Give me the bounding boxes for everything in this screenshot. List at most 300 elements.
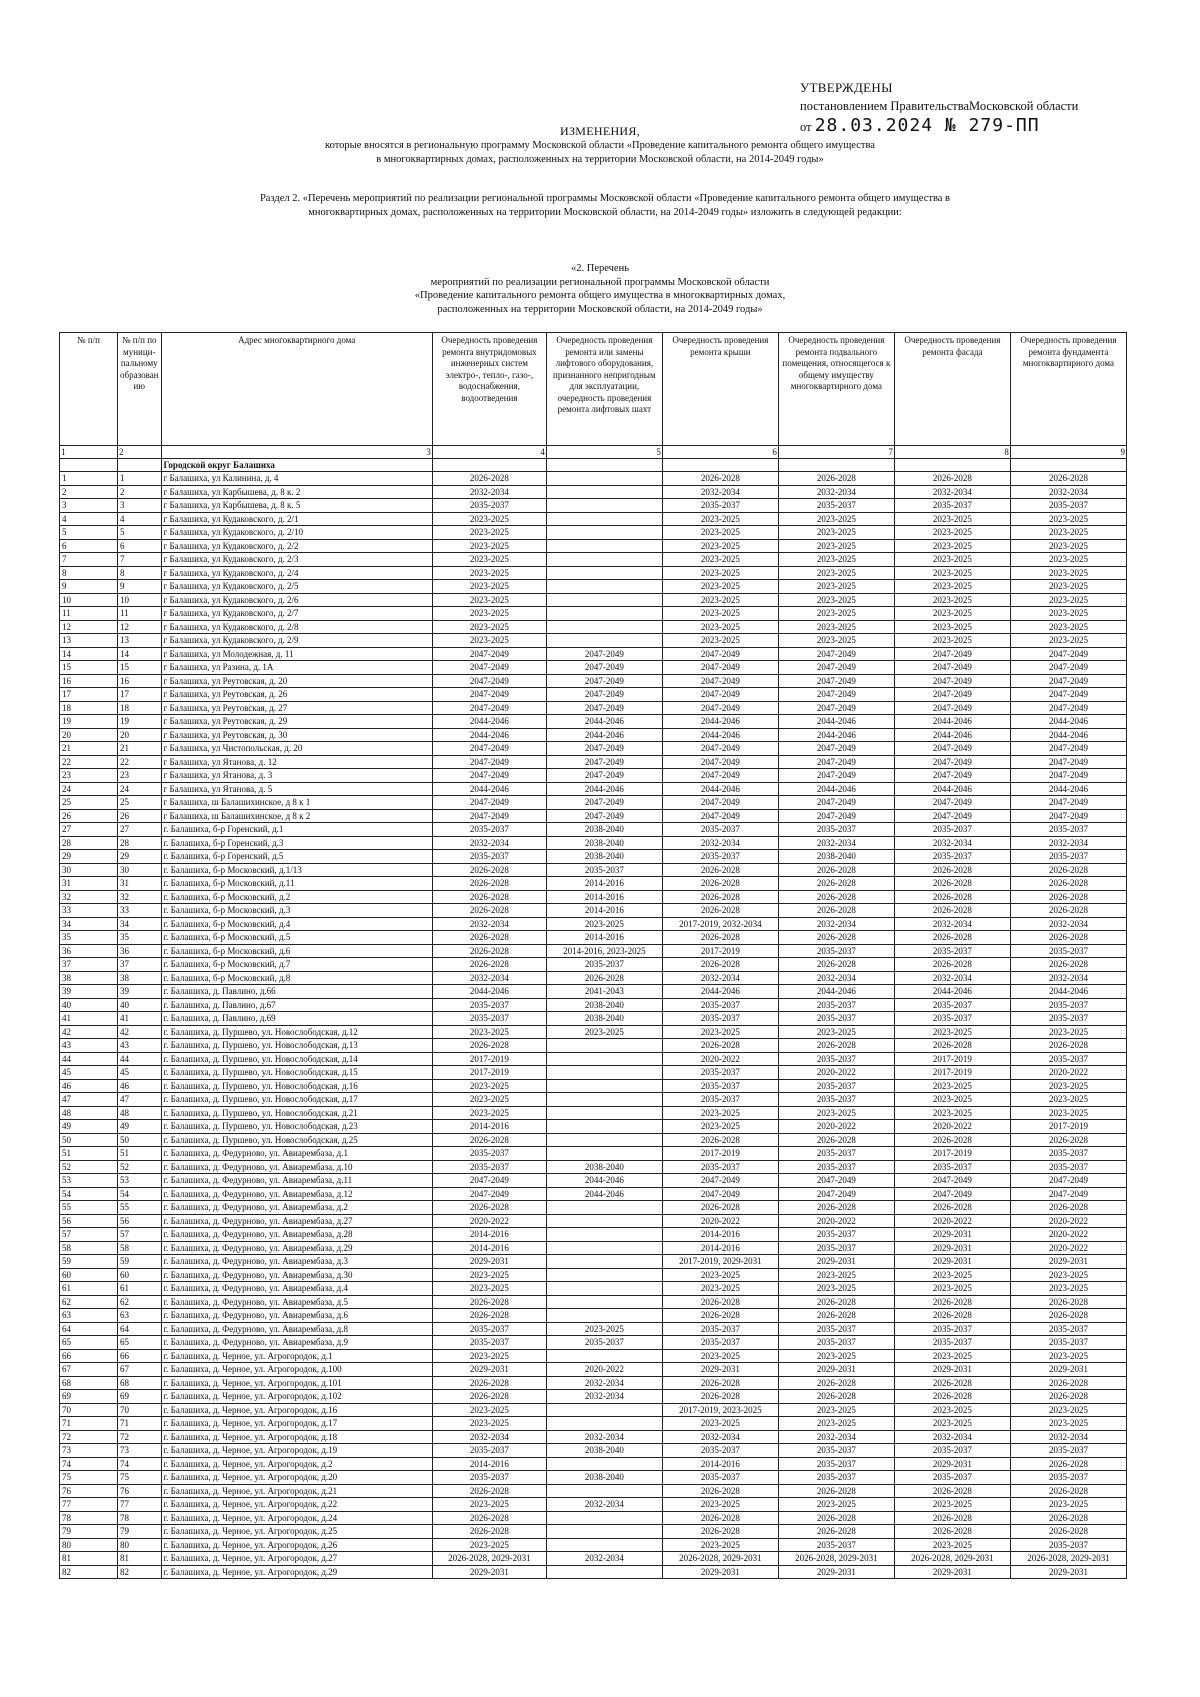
row-number: 31: [60, 877, 118, 891]
municipal-row-number: 54: [118, 1187, 162, 1201]
foundation-repair-cell: 2047-2049: [1010, 742, 1126, 756]
row-number: 26: [60, 809, 118, 823]
basement-repair-cell: 2047-2049: [778, 1174, 894, 1188]
elevator-repair-cell: [546, 1255, 662, 1269]
foundation-repair-cell: 2020-2022: [1010, 1066, 1126, 1080]
roof-repair-cell: 2023-2025: [662, 1349, 778, 1363]
basement-repair-cell: 2035-2037: [778, 998, 894, 1012]
row-number: 56: [60, 1214, 118, 1228]
municipal-row-number: 45: [118, 1066, 162, 1080]
foundation-repair-cell: 2026-2028: [1010, 1390, 1126, 1404]
foundation-repair-cell: 2047-2049: [1010, 674, 1126, 688]
elevator-repair-cell: [546, 1457, 662, 1471]
table-row: [60, 782, 1127, 796]
utilities-repair-cell: 2035-2037: [432, 499, 546, 513]
facade-repair-cell: 2035-2037: [894, 944, 1010, 958]
facade-repair-cell: 2023-2025: [894, 1498, 1010, 1512]
foundation-repair-cell: 2035-2037: [1010, 1160, 1126, 1174]
elevator-repair-cell: [546, 1417, 662, 1431]
list-heading-line-4: расположенных на территории Московской области, на 2014-2049 годы»: [437, 303, 763, 315]
municipal-row-number: 40: [118, 998, 162, 1012]
utilities-repair-cell: 2014-2016: [432, 1241, 546, 1255]
basement-repair-cell: 2047-2049: [778, 769, 894, 783]
municipal-row-number: 64: [118, 1322, 162, 1336]
foundation-repair-cell: 2029-2031: [1010, 1363, 1126, 1377]
foundation-repair-cell: 2035-2037: [1010, 1012, 1126, 1026]
facade-repair-cell: 2032-2034: [894, 917, 1010, 931]
elevator-repair-cell: 2032-2034: [546, 1430, 662, 1444]
roof-repair-cell: 2035-2037: [662, 1012, 778, 1026]
row-number: 22: [60, 755, 118, 769]
elevator-repair-cell: 2026-2028: [546, 971, 662, 985]
foundation-repair-cell: 2035-2037: [1010, 1336, 1126, 1350]
table-row: [60, 1349, 1127, 1363]
utilities-repair-cell: 2044-2046: [432, 728, 546, 742]
municipal-row-number: 58: [118, 1241, 162, 1255]
elevator-repair-cell: 2047-2049: [546, 661, 662, 675]
utilities-repair-cell: 2047-2049: [432, 1174, 546, 1188]
row-number: 53: [60, 1174, 118, 1188]
utilities-repair-cell: 2047-2049: [432, 742, 546, 756]
utilities-repair-cell: 2023-2025: [432, 1268, 546, 1282]
facade-repair-cell: 2044-2046: [894, 715, 1010, 729]
foundation-repair-cell: 2047-2049: [1010, 1187, 1126, 1201]
address-cell: г Балашиха, ул Ятанова, д. 5: [161, 782, 432, 796]
address-cell: г. Балашиха, д. Черное, ул. Агрогородок, д.25: [161, 1525, 432, 1539]
column-number: 6: [662, 446, 778, 459]
table-row: [60, 512, 1127, 526]
utilities-repair-cell: 2047-2049: [432, 755, 546, 769]
municipal-row-number: 55: [118, 1201, 162, 1215]
basement-repair-cell: 2047-2049: [778, 661, 894, 675]
roof-repair-cell: 2032-2034: [662, 971, 778, 985]
facade-repair-cell: 2023-2025: [894, 512, 1010, 526]
facade-repair-cell: 2023-2025: [894, 634, 1010, 648]
foundation-repair-cell: 2026-2028: [1010, 1511, 1126, 1525]
address-cell: г. Балашиха, б-р Горенский, д.5: [161, 850, 432, 864]
address-cell: г. Балашиха, б-р Московский, д.8: [161, 971, 432, 985]
utilities-repair-cell: 2026-2028: [432, 472, 546, 486]
utilities-repair-cell: 2035-2037: [432, 1012, 546, 1026]
foundation-repair-cell: 2023-2025: [1010, 1079, 1126, 1093]
address-cell: г. Балашиха, д. Черное, ул. Агрогородок, д.17: [161, 1417, 432, 1431]
foundation-repair-cell: 2047-2049: [1010, 769, 1126, 783]
municipal-row-number: 23: [118, 769, 162, 783]
roof-repair-cell: 2017-2019: [662, 1147, 778, 1161]
roof-repair-cell: 2023-2025: [662, 620, 778, 634]
basement-repair-cell: 2023-2025: [778, 512, 894, 526]
municipal-row-number: 76: [118, 1484, 162, 1498]
utilities-repair-cell: 2023-2025: [432, 620, 546, 634]
foundation-repair-cell: 2023-2025: [1010, 620, 1126, 634]
roof-repair-cell: 2023-2025: [662, 580, 778, 594]
roof-repair-cell: 2035-2037: [662, 499, 778, 513]
elevator-repair-cell: [546, 607, 662, 621]
header-cell: Очередность проведения ремонта крыши: [662, 333, 778, 446]
address-cell: г. Балашиха, д. Федурново, ул. Авиарембаза, д.4: [161, 1282, 432, 1296]
address-cell: г Балашиха, ул Ятанова, д. 12: [161, 755, 432, 769]
basement-repair-cell: 2023-2025: [778, 539, 894, 553]
elevator-repair-cell: [546, 1201, 662, 1215]
facade-repair-cell: 2032-2034: [894, 1430, 1010, 1444]
table-row: [60, 1201, 1127, 1215]
roof-repair-cell: 2047-2049: [662, 809, 778, 823]
facade-repair-cell: 2026-2028: [894, 1039, 1010, 1053]
row-number: 18: [60, 701, 118, 715]
roof-repair-cell: 2047-2049: [662, 742, 778, 756]
basement-repair-cell: 2032-2034: [778, 971, 894, 985]
roof-repair-cell: 2017-2019: [662, 944, 778, 958]
elevator-repair-cell: 2047-2049: [546, 674, 662, 688]
foundation-repair-cell: 2023-2025: [1010, 1093, 1126, 1107]
roof-repair-cell: 2026-2028: [662, 1484, 778, 1498]
roof-repair-cell: 2035-2037: [662, 998, 778, 1012]
municipal-row-number: 61: [118, 1282, 162, 1296]
facade-repair-cell: 2047-2049: [894, 1187, 1010, 1201]
municipal-row-number: 10: [118, 593, 162, 607]
municipal-row-number: 53: [118, 1174, 162, 1188]
table-row: [60, 1214, 1127, 1228]
table-row: [60, 1120, 1127, 1134]
municipal-row-number: 11: [118, 607, 162, 621]
municipal-row-number: 41: [118, 1012, 162, 1026]
utilities-repair-cell: 2023-2025: [432, 1106, 546, 1120]
header-cell: Очередность проведения ремонта подвального помещения, относящегося к общему имуществу многоквартирного дома: [778, 333, 894, 446]
elevator-repair-cell: [546, 1079, 662, 1093]
row-number: 61: [60, 1282, 118, 1296]
facade-repair-cell: 2035-2037: [894, 1471, 1010, 1485]
roof-repair-cell: 2023-2025: [662, 553, 778, 567]
address-cell: г. Балашиха, б-р Московский, д.2: [161, 890, 432, 904]
elevator-repair-cell: 2032-2034: [546, 1498, 662, 1512]
roof-repair-cell: 2035-2037: [662, 1471, 778, 1485]
table-row: [60, 931, 1127, 945]
row-number: 49: [60, 1120, 118, 1134]
elevator-repair-cell: 2032-2034: [546, 1376, 662, 1390]
foundation-repair-cell: 2026-2028: [1010, 890, 1126, 904]
table-row: [60, 742, 1127, 756]
facade-repair-cell: 2047-2049: [894, 755, 1010, 769]
table-row: [60, 1106, 1127, 1120]
elevator-repair-cell: 2047-2049: [546, 688, 662, 702]
basement-repair-cell: 2029-2031: [778, 1565, 894, 1579]
municipal-row-number: 13: [118, 634, 162, 648]
elevator-repair-cell: 2047-2049: [546, 796, 662, 810]
address-cell: г. Балашиха, б-р Московский, д.6: [161, 944, 432, 958]
facade-repair-cell: 2023-2025: [894, 553, 1010, 567]
basement-repair-cell: 2047-2049: [778, 647, 894, 661]
roof-repair-cell: 2023-2025: [662, 1498, 778, 1512]
facade-repair-cell: 2032-2034: [894, 836, 1010, 850]
utilities-repair-cell: 2035-2037: [432, 850, 546, 864]
foundation-repair-cell: 2020-2022: [1010, 1214, 1126, 1228]
roof-repair-cell: 2032-2034: [662, 1430, 778, 1444]
column-number: 7: [778, 446, 894, 459]
address-cell: г Балашиха, ул Реутовская, д. 29: [161, 715, 432, 729]
utilities-repair-cell: 2047-2049: [432, 809, 546, 823]
row-number: 6: [60, 539, 118, 553]
municipal-row-number: 67: [118, 1363, 162, 1377]
basement-repair-cell: 2047-2049: [778, 796, 894, 810]
foundation-repair-cell: 2023-2025: [1010, 1498, 1126, 1512]
header-cell: Очередность проведения ремонта или замены лифтового оборудования, признанного непригодным для эксплуатации, очередность проведения ремонта лифтовых шахт: [546, 333, 662, 446]
municipal-row-number: 22: [118, 755, 162, 769]
utilities-repair-cell: 2023-2025: [432, 593, 546, 607]
utilities-repair-cell: 2023-2025: [432, 1538, 546, 1552]
municipal-row-number: 82: [118, 1565, 162, 1579]
column-number: 1: [60, 446, 118, 459]
address-cell: г Балашиха, ш Балашихинское, д 8 к 2: [161, 809, 432, 823]
basement-repair-cell: 2023-2025: [778, 566, 894, 580]
row-number: 71: [60, 1417, 118, 1431]
row-number: 13: [60, 634, 118, 648]
address-cell: г Балашиха, ул Чистопольская, д. 20: [161, 742, 432, 756]
address-cell: г Балашиха, ул Кудаковского, д. 2/3: [161, 553, 432, 567]
municipal-row-number: 5: [118, 526, 162, 540]
table-row: [60, 1133, 1127, 1147]
municipal-row-number: 72: [118, 1430, 162, 1444]
row-number: 59: [60, 1255, 118, 1269]
utilities-repair-cell: 2023-2025: [432, 1403, 546, 1417]
row-number: 52: [60, 1160, 118, 1174]
municipal-row-number: 80: [118, 1538, 162, 1552]
table-row: [60, 1174, 1127, 1188]
elevator-repair-cell: [546, 580, 662, 594]
utilities-repair-cell: 2020-2022: [432, 1214, 546, 1228]
facade-repair-cell: 2026-2028: [894, 1511, 1010, 1525]
roof-repair-cell: 2023-2025: [662, 566, 778, 580]
utilities-repair-cell: 2032-2034: [432, 836, 546, 850]
foundation-repair-cell: 2047-2049: [1010, 661, 1126, 675]
elevator-repair-cell: 2047-2049: [546, 742, 662, 756]
municipal-row-number: 2: [118, 485, 162, 499]
facade-repair-cell: 2023-2025: [894, 1079, 1010, 1093]
address-cell: г. Балашиха, б-р Московский, д.4: [161, 917, 432, 931]
header-cell: № п/п по муници-пальному образован ию: [118, 333, 162, 446]
utilities-repair-cell: 2017-2019: [432, 1052, 546, 1066]
foundation-repair-cell: 2047-2049: [1010, 688, 1126, 702]
foundation-repair-cell: 2029-2031: [1010, 1565, 1126, 1579]
address-cell: г. Балашиха, д. Федурново, ул. Авиарембаза, д.9: [161, 1336, 432, 1350]
facade-repair-cell: 2029-2031: [894, 1565, 1010, 1579]
utilities-repair-cell: 2026-2028: [432, 1201, 546, 1215]
municipal-row-number: 44: [118, 1052, 162, 1066]
municipal-row-number: 48: [118, 1106, 162, 1120]
utilities-repair-cell: 2023-2025: [432, 566, 546, 580]
municipal-row-number: 32: [118, 890, 162, 904]
foundation-repair-cell: 2026-2028: [1010, 1133, 1126, 1147]
address-cell: г Балашиха, ул Реутовская, д. 30: [161, 728, 432, 742]
foundation-repair-cell: 2035-2037: [1010, 850, 1126, 864]
facade-repair-cell: 2023-2025: [894, 1106, 1010, 1120]
municipal-row-number: 78: [118, 1511, 162, 1525]
row-number: 33: [60, 904, 118, 918]
utilities-repair-cell: 2047-2049: [432, 796, 546, 810]
facade-repair-cell: 2044-2046: [894, 985, 1010, 999]
municipal-row-number: 47: [118, 1093, 162, 1107]
address-cell: г Балашиха, ул Кудаковского, д. 2/10: [161, 526, 432, 540]
basement-repair-cell: 2035-2037: [778, 1012, 894, 1026]
municipal-row-number: 56: [118, 1214, 162, 1228]
municipal-row-number: 16: [118, 674, 162, 688]
utilities-repair-cell: 2047-2049: [432, 1187, 546, 1201]
municipal-row-number: 57: [118, 1228, 162, 1242]
address-cell: г. Балашиха, д. Федурново, ул. Авиарембаза, д.2: [161, 1201, 432, 1215]
table-row: [60, 634, 1127, 648]
utilities-repair-cell: 2035-2037: [432, 1147, 546, 1161]
basement-repair-cell: 2026-2028, 2029-2031: [778, 1552, 894, 1566]
foundation-repair-cell: 2047-2049: [1010, 647, 1126, 661]
table-row: [60, 1039, 1127, 1053]
municipal-row-number: 74: [118, 1457, 162, 1471]
basement-repair-cell: 2023-2025: [778, 1106, 894, 1120]
column-number: 3: [161, 446, 432, 459]
roof-repair-cell: 2047-2049: [662, 769, 778, 783]
municipal-row-number: 1: [118, 472, 162, 486]
facade-repair-cell: 2023-2025: [894, 539, 1010, 553]
table-row: [60, 1417, 1127, 1431]
utilities-repair-cell: 2026-2028: [432, 890, 546, 904]
municipal-row-number: 52: [118, 1160, 162, 1174]
row-number: 40: [60, 998, 118, 1012]
roof-repair-cell: 2026-2028: [662, 1309, 778, 1323]
basement-repair-cell: 2047-2049: [778, 701, 894, 715]
facade-repair-cell: 2026-2028: [894, 904, 1010, 918]
table-row: [60, 566, 1127, 580]
row-number: 42: [60, 1025, 118, 1039]
facade-repair-cell: 2023-2025: [894, 1403, 1010, 1417]
utilities-repair-cell: 2023-2025: [432, 1349, 546, 1363]
utilities-repair-cell: 2023-2025: [432, 526, 546, 540]
basement-repair-cell: 2026-2028: [778, 958, 894, 972]
basement-repair-cell: 2023-2025: [778, 526, 894, 540]
facade-repair-cell: 2029-2031: [894, 1457, 1010, 1471]
foundation-repair-cell: 2023-2025: [1010, 634, 1126, 648]
table-row: [60, 1309, 1127, 1323]
foundation-repair-cell: 2035-2037: [1010, 944, 1126, 958]
table-row: [60, 1025, 1127, 1039]
address-cell: г. Балашиха, д. Черное, ул. Агрогородок, д.16: [161, 1403, 432, 1417]
municipal-row-number: 65: [118, 1336, 162, 1350]
utilities-repair-cell: 2023-2025: [432, 1417, 546, 1431]
changes-title: ИЗМЕНЕНИЯ,: [559, 124, 640, 138]
row-number: 12: [60, 620, 118, 634]
address-cell: г. Балашиха, д. Черное, ул. Агрогородок, д.20: [161, 1471, 432, 1485]
municipal-row-number: 12: [118, 620, 162, 634]
utilities-repair-cell: 2035-2037: [432, 1471, 546, 1485]
facade-repair-cell: 2026-2028: [894, 958, 1010, 972]
facade-repair-cell: 2035-2037: [894, 823, 1010, 837]
address-cell: г. Балашиха, д. Черное, ул. Агрогородок, д.27: [161, 1552, 432, 1566]
basement-repair-cell: 2026-2028: [778, 863, 894, 877]
row-number: 67: [60, 1363, 118, 1377]
basement-repair-cell: 2026-2028: [778, 904, 894, 918]
municipal-row-number: 33: [118, 904, 162, 918]
foundation-repair-cell: 2044-2046: [1010, 728, 1126, 742]
row-number: 43: [60, 1039, 118, 1053]
table-row: [60, 836, 1127, 850]
roof-repair-cell: 2044-2046: [662, 782, 778, 796]
row-number: 47: [60, 1093, 118, 1107]
address-cell: г. Балашиха, д. Федурново, ул. Авиарембаза, д.1: [161, 1147, 432, 1161]
elevator-repair-cell: [546, 526, 662, 540]
table-row: [60, 1187, 1127, 1201]
approval-date-prefix: от: [800, 120, 812, 134]
foundation-repair-cell: 2044-2046: [1010, 782, 1126, 796]
municipal-row-number: 19: [118, 715, 162, 729]
roof-repair-cell: 2047-2049: [662, 647, 778, 661]
facade-repair-cell: 2023-2025: [894, 1538, 1010, 1552]
foundation-repair-cell: 2023-2025: [1010, 1025, 1126, 1039]
utilities-repair-cell: 2023-2025: [432, 1282, 546, 1296]
list-heading-line-2: мероприятий по реализации региональной программы Московской области: [430, 276, 770, 288]
table-row: [60, 701, 1127, 715]
row-number: 37: [60, 958, 118, 972]
address-cell: г Балашиха, ул Реутовская, д. 26: [161, 688, 432, 702]
facade-repair-cell: 2023-2025: [894, 593, 1010, 607]
address-cell: г. Балашиха, д. Черное, ул. Агрогородок, д.24: [161, 1511, 432, 1525]
facade-repair-cell: 2026-2028: [894, 877, 1010, 891]
facade-repair-cell: 2035-2037: [894, 1322, 1010, 1336]
roof-repair-cell: 2047-2049: [662, 1174, 778, 1188]
foundation-repair-cell: 2023-2025: [1010, 593, 1126, 607]
utilities-repair-cell: 2014-2016: [432, 1457, 546, 1471]
municipal-row-number: 4: [118, 512, 162, 526]
foundation-repair-cell: 2023-2025: [1010, 607, 1126, 621]
address-cell: г Балашиха, ул Кудаковского, д. 2/2: [161, 539, 432, 553]
foundation-repair-cell: 2017-2019: [1010, 1120, 1126, 1134]
roof-repair-cell: 2035-2037: [662, 823, 778, 837]
facade-repair-cell: 2020-2022: [894, 1120, 1010, 1134]
address-cell: г Балашиха, ул Калинина, д. 4: [161, 472, 432, 486]
roof-repair-cell: 2023-2025: [662, 634, 778, 648]
municipal-row-number: 60: [118, 1268, 162, 1282]
municipal-row-number: 71: [118, 1417, 162, 1431]
municipal-row-number: 39: [118, 985, 162, 999]
roof-repair-cell: 2020-2022: [662, 1052, 778, 1066]
table-row: [60, 1282, 1127, 1296]
foundation-repair-cell: 2035-2037: [1010, 499, 1126, 513]
row-number: 11: [60, 607, 118, 621]
address-cell: г Балашиха, ул Кудаковского, д. 2/8: [161, 620, 432, 634]
section-intro-line-2: многоквартирных домах, расположенных на территории Московской области, на 2014-2049 годы» изложить в следующей редакции:: [308, 207, 902, 218]
basement-repair-cell: 2035-2037: [778, 1457, 894, 1471]
foundation-repair-cell: 2035-2037: [1010, 998, 1126, 1012]
foundation-repair-cell: 2035-2037: [1010, 1052, 1126, 1066]
facade-repair-cell: 2032-2034: [894, 485, 1010, 499]
basement-repair-cell: 2035-2037: [778, 1471, 894, 1485]
foundation-repair-cell: 2035-2037: [1010, 823, 1126, 837]
foundation-repair-cell: 2026-2028: [1010, 877, 1126, 891]
utilities-repair-cell: 2023-2025: [432, 539, 546, 553]
foundation-repair-cell: 2035-2037: [1010, 1538, 1126, 1552]
basement-repair-cell: 2032-2034: [778, 836, 894, 850]
row-number: 60: [60, 1268, 118, 1282]
row-number: 27: [60, 823, 118, 837]
roof-repair-cell: 2026-2028: [662, 1133, 778, 1147]
row-number: 21: [60, 742, 118, 756]
facade-repair-cell: 2023-2025: [894, 526, 1010, 540]
utilities-repair-cell: 2023-2025: [432, 1079, 546, 1093]
basement-repair-cell: 2035-2037: [778, 1336, 894, 1350]
address-cell: г. Балашиха, б-р Московский, д.3: [161, 904, 432, 918]
foundation-repair-cell: 2032-2034: [1010, 917, 1126, 931]
utilities-repair-cell: 2044-2046: [432, 715, 546, 729]
approval-date-value: 28.03.2024 № 279-ПП: [814, 115, 1040, 136]
roof-repair-cell: 2026-2028: [662, 1376, 778, 1390]
address-cell: г. Балашиха, б-р Московский, д.1/13: [161, 863, 432, 877]
foundation-repair-cell: 2026-2028: [1010, 1309, 1126, 1323]
